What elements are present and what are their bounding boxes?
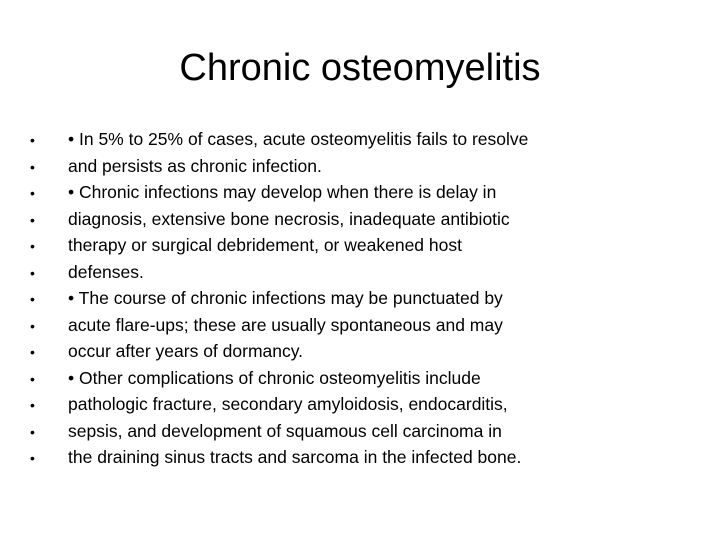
bullet-text: defenses. [68, 261, 144, 282]
bullet-line-1 [30, 126, 690, 153]
bullet-text: and persists as chronic infection. [68, 155, 322, 176]
bullet-marker: • [30, 158, 35, 175]
bullet-marker: • [30, 344, 35, 360]
bullet-text: the draining sinus tracts and sarcoma in the infected bone. [68, 447, 522, 467]
bullet-line-13 [30, 444, 690, 471]
bullet-marker: • [30, 291, 35, 307]
bullet-marker: • [30, 450, 35, 466]
bullet-line-12 [30, 418, 690, 445]
bullet-marker: • [30, 423, 35, 440]
bullet-line-7 [30, 285, 690, 312]
bullet-marker: • [30, 211, 35, 228]
bullet-marker: • [30, 238, 35, 254]
bullet-list [30, 126, 690, 471]
bullet-text: • The course of chronic infections may be punctuated by [68, 288, 503, 308]
bullet-marker: • [30, 185, 35, 201]
bullet-line-10 [30, 365, 690, 392]
bullet-marker: • [30, 317, 35, 334]
bullet-text: • In 5% to 25% of cases, acute osteomyelitis fails to resolve [68, 129, 529, 149]
bullet-line-3 [30, 179, 690, 206]
bullet-text: • Other complications of chronic osteomyelitis include [68, 367, 481, 388]
bullet-line-9 [30, 338, 690, 365]
bullet-marker: • [30, 370, 35, 387]
bullet-text: pathologic fracture, secondary amyloidosis, endocarditis, [68, 394, 508, 414]
bullet-line-6 [30, 259, 690, 286]
bullet-marker: • [30, 264, 35, 281]
bullet-text: occur after years of dormancy. [68, 341, 304, 361]
bullet-line-4 [30, 206, 690, 233]
bullet-line-8 [30, 312, 690, 339]
bullet-text: • Chronic infections may develop when there is delay in [68, 182, 497, 202]
bullet-marker: • [30, 132, 35, 148]
bullet-text: therapy or surgical debridement, or weakened host [68, 235, 462, 255]
bullet-marker: • [30, 397, 35, 413]
slide-title: Chronic osteomyelitis [179, 47, 541, 89]
bullet-text: acute flare-ups; these are usually spontaneous and may [68, 314, 503, 335]
bullet-text: diagnosis, extensive bone necrosis, inadequate antibiotic [68, 208, 510, 229]
bullet-text: sepsis, and development of squamous cell carcinoma in [68, 420, 502, 441]
bullet-line-11 [30, 391, 690, 418]
bullet-line-2 [30, 153, 690, 180]
bullet-line-5 [30, 232, 690, 259]
